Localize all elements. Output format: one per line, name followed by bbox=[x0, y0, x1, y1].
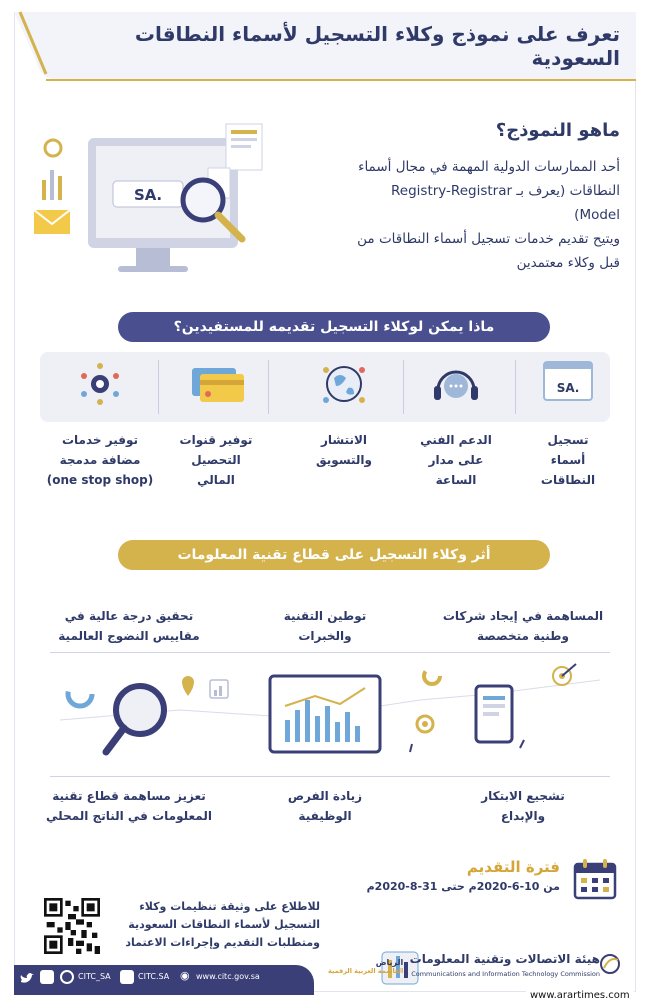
citc-name-ar: هيئة الاتصالات وتقنية المعلومات bbox=[409, 952, 600, 966]
payment-cards-icon bbox=[168, 356, 264, 416]
impact-label: الوظيفية bbox=[298, 809, 352, 823]
impact-label: وطنية متخصصة bbox=[477, 629, 569, 643]
integrated-services-icon bbox=[44, 356, 156, 416]
instagram-icon[interactable] bbox=[60, 970, 74, 984]
service-item bbox=[296, 356, 392, 470]
domain-search-illustration bbox=[28, 118, 278, 288]
service-label: توفير قنوات bbox=[179, 433, 253, 447]
impact-label: تحقيق درجة عالية في bbox=[64, 609, 194, 623]
read-more-text bbox=[110, 898, 320, 952]
impact-label: المساهمة في إيجاد شركات bbox=[442, 609, 604, 623]
service-divider bbox=[268, 360, 269, 414]
impact-label: تعزيز مساهمة قطاع تقنية bbox=[52, 789, 206, 803]
impact-label: زيادة الفرص bbox=[287, 789, 363, 803]
impact-label: مقاييس النضوج العالمية bbox=[58, 629, 200, 643]
youtube-icon[interactable] bbox=[40, 970, 54, 984]
impact-label: والخبرات bbox=[298, 629, 352, 643]
service-label: المالي bbox=[197, 473, 235, 487]
what-is-title: ماهو النموذج؟ bbox=[495, 120, 620, 141]
service-divider bbox=[515, 360, 516, 414]
service-item bbox=[520, 356, 616, 490]
social-handle[interactable]: CITC_SA bbox=[78, 972, 111, 981]
impact-divider-bottom bbox=[50, 776, 610, 777]
riyadh-name: الرياض bbox=[375, 958, 404, 967]
services-heading: ماذا يمكن لوكلاء التسجيل تقديمه للمستفيدين؟ bbox=[118, 312, 550, 342]
facebook-icon[interactable] bbox=[120, 970, 134, 984]
impact-label: المعلومات في الناتج المحلي bbox=[46, 809, 212, 823]
read-more-line: ومتطلبات التقديم وإجراءات الاعتماد bbox=[125, 936, 320, 949]
calendar-icon bbox=[572, 858, 618, 900]
service-item bbox=[408, 356, 504, 490]
impact-item bbox=[44, 606, 214, 646]
what-is-line: النطاقات (يعرف بـ Registry-Registrar Model) bbox=[391, 183, 620, 223]
headset-support-icon bbox=[408, 356, 504, 416]
service-divider bbox=[158, 360, 159, 414]
impact-divider-top bbox=[50, 652, 610, 653]
service-item bbox=[168, 356, 264, 490]
service-label: (one stop shop) bbox=[46, 473, 154, 487]
service-item bbox=[44, 356, 156, 490]
what-is-text bbox=[350, 155, 620, 275]
impact-heading: أثر وكلاء التسجيل على قطاع تقنية المعلومات bbox=[118, 540, 550, 570]
sa-domain-icon bbox=[520, 356, 616, 416]
impact-item bbox=[438, 786, 608, 826]
riyadh-sub: العاصمة العربية الرقمية bbox=[328, 967, 404, 975]
impact-label: تشجيع الابتكار bbox=[481, 789, 565, 803]
service-label: تسجيل bbox=[547, 433, 589, 447]
citc-name-en: Communications and Information Technology Commission bbox=[411, 970, 600, 978]
service-divider bbox=[403, 360, 404, 414]
read-more-line: للاطلاع على وثيقة تنظيمات وكلاء bbox=[139, 900, 320, 913]
impact-label: والإبداع bbox=[500, 809, 546, 823]
source-watermark: www.arartimes.com bbox=[526, 990, 634, 1001]
service-label: الساعة bbox=[435, 473, 477, 487]
facebook-handle[interactable]: CITC.SA bbox=[138, 972, 170, 981]
impact-label: توطين التقنية bbox=[283, 609, 367, 623]
service-label: والتسويق bbox=[315, 453, 373, 467]
service-sa-badge: .SA bbox=[556, 381, 580, 395]
read-more-line: التسجيل لأسماء النطاقات السعودية bbox=[128, 918, 320, 931]
apply-period-title: فترة التقديم bbox=[466, 858, 560, 876]
what-is-line: ويتيح تقديم خدمات تسجيل أسماء النطاقات من bbox=[357, 231, 620, 247]
service-label: الدعم الفني bbox=[420, 433, 492, 447]
service-label: أسماء bbox=[550, 453, 586, 467]
page-title: تعرف على نموذج وكلاء التسجيل لأسماء النطاقات السعودية bbox=[134, 22, 620, 70]
illustration-sa-badge: .SA bbox=[133, 186, 163, 204]
what-is-line: أحد الممارسات الدولية المهمة في مجال أسماء bbox=[358, 159, 620, 175]
impact-item bbox=[240, 786, 410, 826]
service-label: الانتشار bbox=[320, 433, 368, 447]
service-label: توفير خدمات bbox=[61, 433, 138, 447]
impact-illustration bbox=[40, 660, 610, 770]
twitter-icon[interactable] bbox=[20, 970, 34, 982]
website-link[interactable]: www.citc.gov.sa bbox=[196, 972, 260, 981]
service-label: النطاقات bbox=[540, 473, 596, 487]
service-label: على مدار bbox=[428, 453, 484, 467]
riyadh-logo-text bbox=[328, 958, 403, 975]
impact-item bbox=[438, 606, 608, 646]
impact-item bbox=[44, 786, 214, 826]
qr-code[interactable] bbox=[44, 898, 100, 954]
service-label: مضافة مدمجة bbox=[59, 453, 141, 467]
impact-item bbox=[240, 606, 410, 646]
service-label: التحصيل bbox=[191, 453, 241, 467]
globe-network-icon bbox=[296, 356, 392, 416]
what-is-line: قبل وكلاء معتمدين bbox=[516, 255, 620, 271]
globe-icon: ◉ bbox=[180, 969, 190, 982]
apply-period-date: من 10-6-2020م حتى 31-8-2020م bbox=[366, 880, 560, 893]
